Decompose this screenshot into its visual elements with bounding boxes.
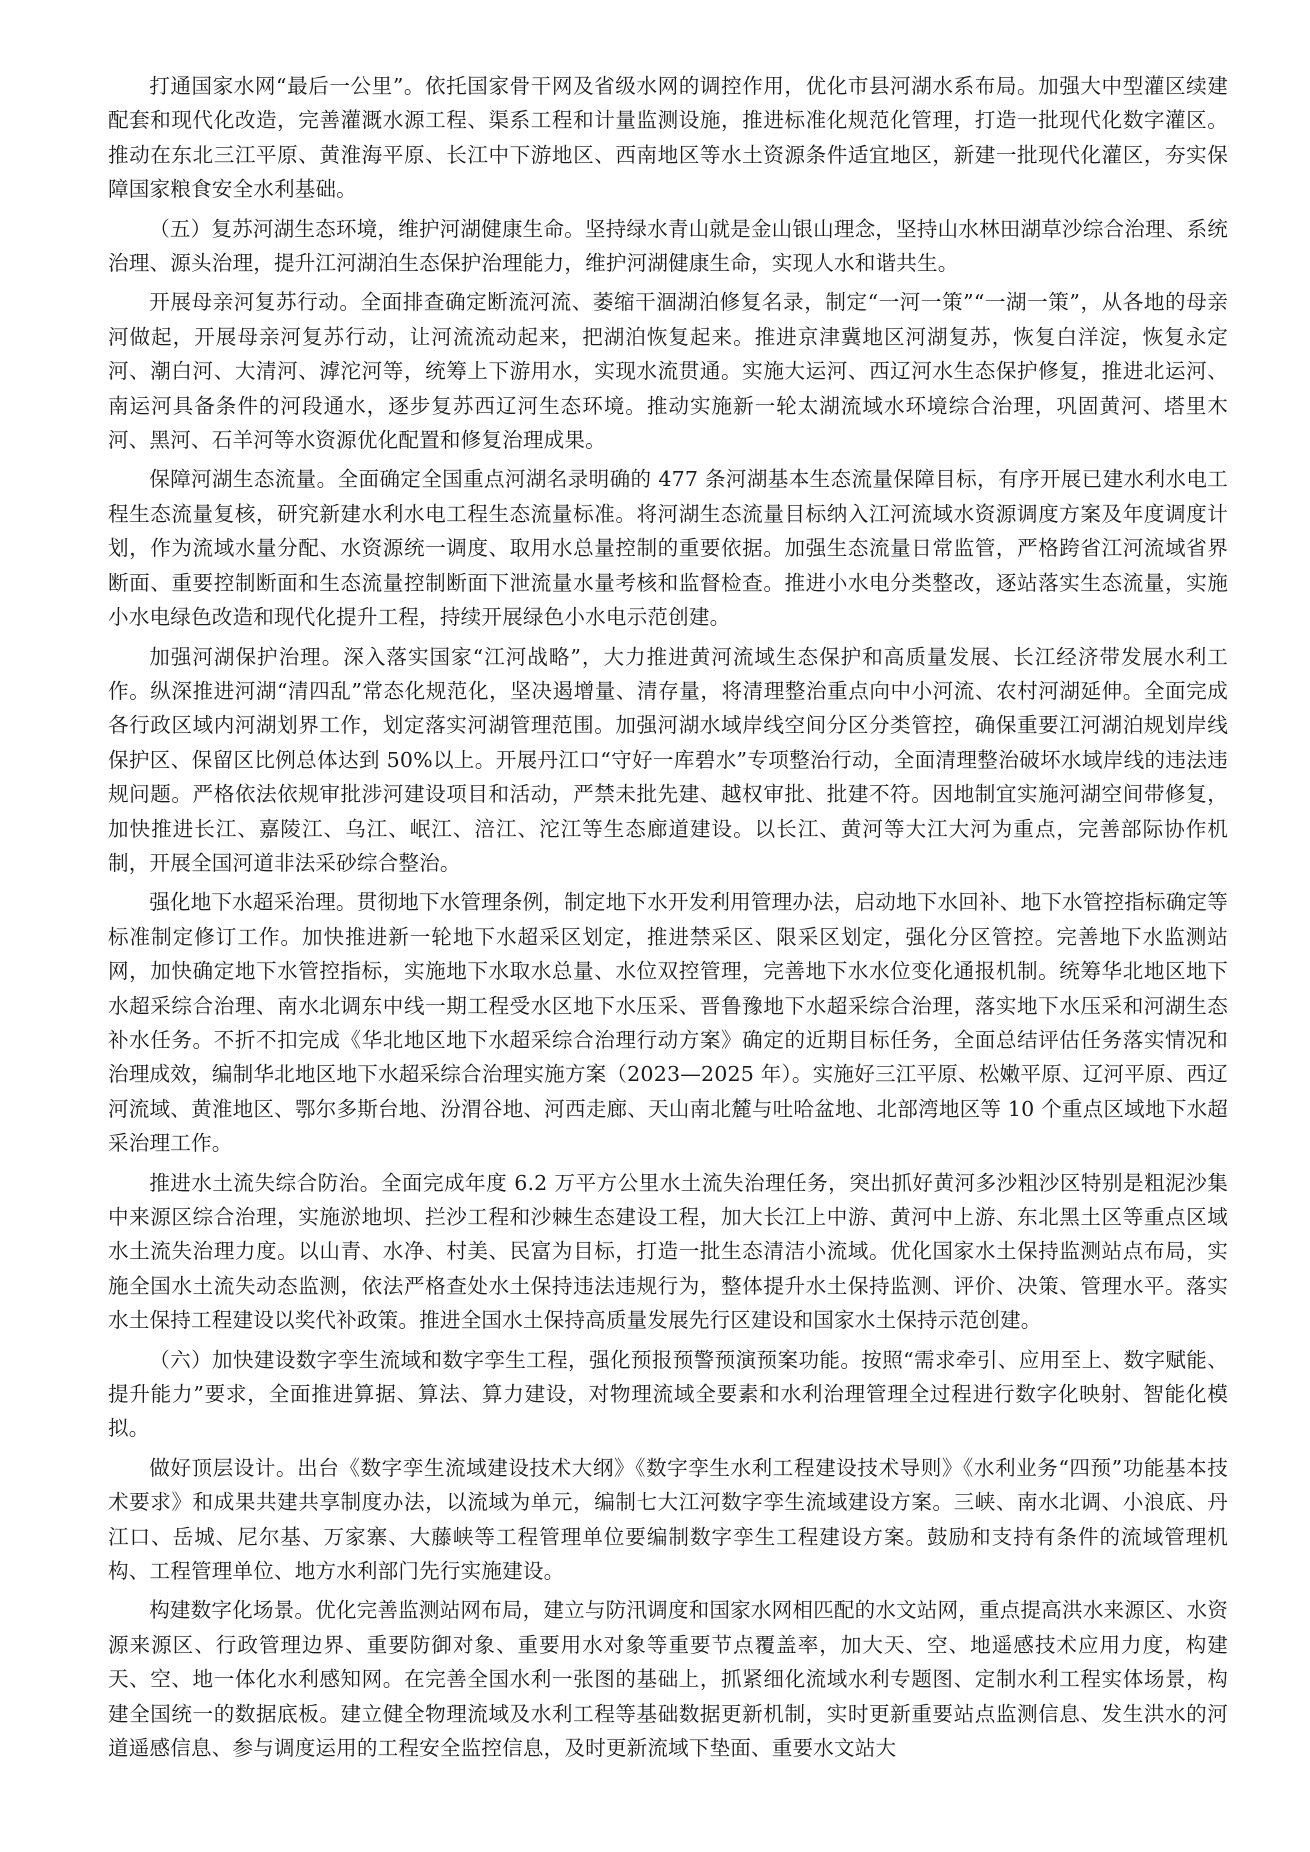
paragraph-groundwater: 强化地下水超采治理。贯彻地下水管理条例，制定地下水开发利用管理办法，启动地下水回补、地下水管控指标确定等标准制定修订工作。加快推进新一轮地下水超采区划定，推进禁采区、限采区划定，强化分区管控。完善地下水监测站网，加快确定地下水管控指标，实施地下水取水总量、水位双控管理，完善地下水水位变化通报机制。统筹华北地区地下水超采综合治理、南水北调东中线一期工程受水区地下水压采、晋鲁豫地下水超采综合治理，落实地下水压采和河湖生态补水任务。不折不扣完成《华北地区地下水超采综合治理行动方案》确定的近期目标任务，全面总结评估任务落实情况和治理成效，编制华北地区地下水超采综合治理实施方案（2023—2025 年）。实施好三江平原、松嫩平原、辽河平原、西辽河流域、黄淮地区、鄂尔多斯台地、汾渭谷地、河西走廊、天山南北麓与吐哈盆地、北部湾地区等 10 个重点区域地下水超采治理工作。 [108,890,1228,1156]
paragraph-soil-erosion: 推进水土流失综合防治。全面完成年度 6.2 万平方公里水土流失治理任务，突出抓好黄河多沙粗沙区特别是粗泥沙集中来源区综合治理，实施淤地坝、拦沙工程和沙棘生态建设工程，加大长江上中游、黄河中上游、东北黑土区等重点区域水土流失治理力度。以山青、水净、村美、民富为目标，打造一批生态清洁小流域。优化国家水土保持监测站点布局，实施全国水土流失动态监测，依法严格查处水土保持违法违规行为，整体提升水土保持监测、评价、决策、管理水平。落实水土保持工程建设以奖代补政策。推进全国水土保持高质量发展先行区建设和国家水土保持示范创建。 [108,1170,1228,1333]
paragraph-digital-scene: 构建数字化场景。优化完善监测站网布局，建立与防汛调度和国家水网相匹配的水文站网，重点提高洪水来源区、水资源来源区、行政管理边界、重要防御对象、重要用水对象等重要节点覆盖率，加大天、空、地遥感技术应用力度，构建天、空、地一体化水利感知网。在完善全国水利一张图的基础上，抓紧细化流域水利专题图、定制水利工程实体场景，构建全国统一的数据底板。建立健全物理流域及水利工程等基础数据更新机制，实时更新重要站点监测信息、发生洪水的河道遥感信息、参与调度运用的工程安全监控信息，及时更新流域下垫面、重要水文站大 [108,1598,1228,1761]
paragraph-mother-river: 开展母亲河复苏行动。全面排查确定断流河流、萎缩干涸湖泊修复名录，制定“一河一策”“一湖一策”，从各地的母亲河做起，开展母亲河复苏行动，让河流流动起来，把湖泊恢复起来。推进京津冀地区河湖复苏，恢复白洋淀，恢复永定河、潮白河、大清河、滹沱河等，统筹上下游用水，实现水流贯通。实施大运河、西辽河水生态保护修复，推进北运河、南运河具备条件的河段通水，逐步复苏西辽河生态环境。推动实施新一轮太湖流域水环境综合治理，巩固黄河、塔里木河、黑河、石羊河等水资源优化配置和修复治理成果。 [108,290,1228,453]
document-page [108,69,1228,1771]
paragraph-river-protection: 加强河湖保护治理。深入落实国家“江河战略”，大力推进黄河流域生态保护和高质量发展、长江经济带发展水利工作。纵深推进河湖“清四乱”常态化规范化，坚决遏增量、清存量，将清理整治重点向中小河流、农村河湖延伸。全面完成各行政区域内河湖划界工作，划定落实河湖管理范围。加强河湖水域岸线空间分区分类管控，确保重要江河湖泊规划岸线保护区、保留区比例总体达到 50%以上。开展丹江口“守好一库碧水”专项整治行动，全面清理整治破坏水域岸线的违法违规问题。严格依法依规审批涉河建设项目和活动，严禁未批先建、越权审批、批建不符。因地制宜实施河湖空间带修复，加快推进长江、嘉陵江、乌江、岷江、涪江、沱江等生态廊道建设。以长江、黄河等大江大河为重点，完善部际协作机制，开展全国河道非法采砂综合整治。 [108,644,1228,875]
section-heading-five: （五）复苏河湖生态环境，维护河湖健康生命。坚持绿水青山就是金山银山理念，坚持山水林田湖草沙综合治理、系统治理、源头治理，提升江河湖泊生态保护治理能力，维护河湖健康生命，实现人水和谐共生。 [108,216,1228,276]
section-heading-six: （六）加快建设数字孪生流域和数字孪生工程，强化预报预警预演预案功能。按照“需求牵引、应用至上、数字赋能、提升能力”要求，全面推进算据、算法、算力建设，对物理流域全要素和水利治理管理全过程进行数字化映射、智能化模拟。 [108,1347,1228,1441]
paragraph-water-network: 打通国家水网“最后一公里”。依托国家骨干网及省级水网的调控作用，优化市县河湖水系布局。加强大中型灌区续建配套和现代化改造，完善灌溉水源工程、渠系工程和计量监测设施，推进标准化规范化管理，打造一批现代化数字灌区。推动在东北三江平原、黄淮海平原、长江中下游地区、西南地区等水土资源条件适宜地区，新建一批现代化灌区，夯实保障国家粮食安全水利基础。 [108,74,1228,202]
paragraph-ecological-flow: 保障河湖生态流量。全面确定全国重点河湖名录明确的 477 条河湖基本生态流量保障目标，有序开展已建水利水电工程生态流量复核，研究新建水利水电工程生态流量标准。将河湖生态流量目标纳入江河流域水资源调度方案及年度调度计划，作为流域水量分配、水资源统一调度、取用水总量控制的重要依据。加强生态流量日常监管，严格跨省江河流域省界断面、重要控制断面和生态流量控制断面下泄流量水量考核和监督检查。推进小水电分类整改，逐站落实生态流量，实施小水电绿色改造和现代化提升工程，持续开展绿色小水电示范创建。 [108,467,1228,630]
paragraph-top-level-design: 做好顶层设计。出台《数字孪生流域建设技术大纲》《数字孪生水利工程建设技术导则》《水利业务“四预”功能基本技术要求》和成果共建共享制度办法，以流域为单元，编制七大江河数字孪生流域建设方案。三峡、南水北调、小浪底、丹江口、岳城、尼尔基、万家寨、大藤峡等工程管理单位要编制数字孪生工程建设方案。鼓励和支持有条件的流域管理机构、工程管理单位、地方水利部门先行实施建设。 [108,1455,1228,1584]
